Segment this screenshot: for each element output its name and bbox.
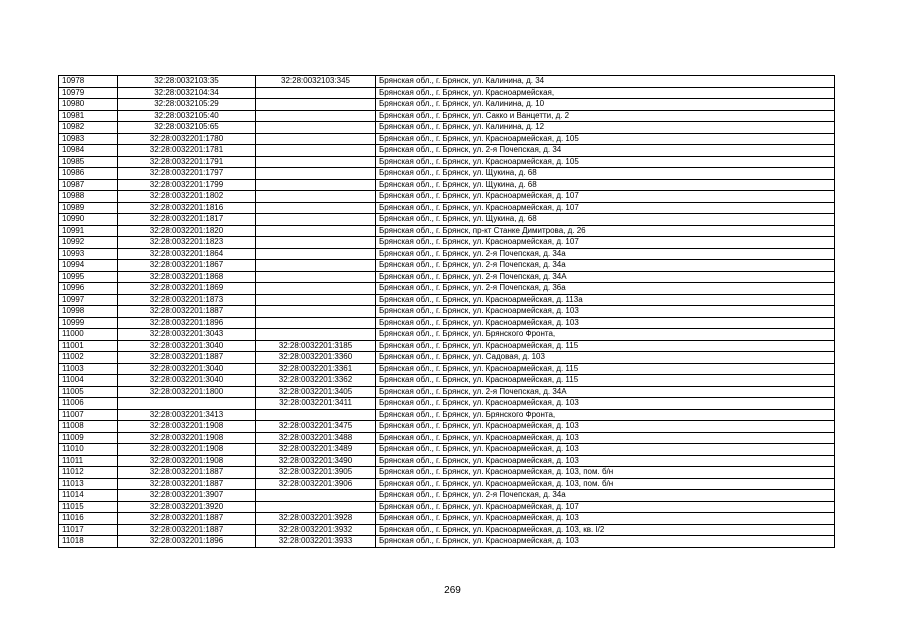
related-cadastral-number-cell	[256, 179, 376, 191]
table-row	[59, 444, 835, 456]
address-cell: Брянская обл., г. Брянск, ул. 2-я Почепская, д. 34А	[376, 271, 835, 283]
row-number-cell: 10980	[59, 99, 118, 111]
row-number-cell: 11008	[59, 421, 118, 433]
row-number-cell: 10978	[59, 76, 118, 88]
registry-table-body	[59, 76, 835, 548]
row-number-cell: 10995	[59, 271, 118, 283]
address-cell: Брянская обл., г. Брянск, ул. Красноармейская, д. 103	[376, 432, 835, 444]
row-number-cell: 10983	[59, 133, 118, 145]
related-cadastral-number-cell: 32:28:0032201:3475	[256, 421, 376, 433]
cadastral-number-cell: 32:28:0032201:1800	[118, 386, 256, 398]
address-cell: Брянская обл., г. Брянск, ул. Щукина, д. 68	[376, 179, 835, 191]
address-cell: Брянская обл., г. Брянск, ул. Красноармейская, д. 105	[376, 156, 835, 168]
related-cadastral-number-cell	[256, 191, 376, 203]
cadastral-number-cell: 32:28:0032105:29	[118, 99, 256, 111]
table-row	[59, 398, 835, 410]
address-cell: Брянская обл., г. Брянск, ул. Красноармейская, д. 107	[376, 237, 835, 249]
row-number-cell: 10991	[59, 225, 118, 237]
cadastral-number-cell: 32:28:0032105:65	[118, 122, 256, 134]
row-number-cell: 10987	[59, 179, 118, 191]
address-cell: Брянская обл., г. Брянск, ул. Красноармейская, д. 107	[376, 501, 835, 513]
row-number-cell: 11001	[59, 340, 118, 352]
row-number-cell: 11017	[59, 524, 118, 536]
address-cell: Брянская обл., г. Брянск, ул. Красноармейская, д. 103	[376, 513, 835, 525]
related-cadastral-number-cell	[256, 317, 376, 329]
related-cadastral-number-cell: 32:28:0032201:3932	[256, 524, 376, 536]
table-row	[59, 225, 835, 237]
row-number-cell: 11006	[59, 398, 118, 410]
table-row	[59, 179, 835, 191]
related-cadastral-number-cell: 32:28:0032201:3362	[256, 375, 376, 387]
table-row	[59, 87, 835, 99]
related-cadastral-number-cell	[256, 329, 376, 341]
table-row	[59, 271, 835, 283]
address-cell: Брянская обл., г. Брянск, ул. Щукина, д. 68	[376, 214, 835, 226]
row-number-cell: 11007	[59, 409, 118, 421]
related-cadastral-number-cell: 32:28:0032201:3488	[256, 432, 376, 444]
address-cell: Брянская обл., г. Брянск, ул. 2-я Почепская, д. 34а	[376, 490, 835, 502]
cadastral-number-cell: 32:28:0032201:1802	[118, 191, 256, 203]
address-cell: Брянская обл., г. Брянск, ул. Красноармейская, д. 115	[376, 375, 835, 387]
row-number-cell: 10997	[59, 294, 118, 306]
address-cell: Брянская обл., г. Брянск, ул. Красноармейская, д. 105	[376, 133, 835, 145]
cadastral-number-cell: 32:28:0032201:1873	[118, 294, 256, 306]
address-cell: Брянская обл., г. Брянск, ул. Калинина, д. 34	[376, 76, 835, 88]
row-number-cell: 11015	[59, 501, 118, 513]
row-number-cell: 11011	[59, 455, 118, 467]
related-cadastral-number-cell: 32:28:0032201:3490	[256, 455, 376, 467]
table-row	[59, 237, 835, 249]
cadastral-number-cell: 32:28:0032201:1896	[118, 536, 256, 548]
table-row	[59, 145, 835, 157]
address-cell: Брянская обл., г. Брянск, ул. 2-я Почепская, д. 36а	[376, 283, 835, 295]
cadastral-number-cell: 32:28:0032201:3920	[118, 501, 256, 513]
related-cadastral-number-cell	[256, 87, 376, 99]
cadastral-number-cell: 32:28:0032201:3040	[118, 375, 256, 387]
table-row	[59, 421, 835, 433]
related-cadastral-number-cell	[256, 156, 376, 168]
related-cadastral-number-cell	[256, 409, 376, 421]
related-cadastral-number-cell	[256, 145, 376, 157]
table-row	[59, 168, 835, 180]
table-row	[59, 214, 835, 226]
address-cell: Брянская обл., г. Брянск, ул. 2-я Почепская, д. 34	[376, 145, 835, 157]
address-cell: Брянская обл., г. Брянск, ул. Брянского Фронта,	[376, 329, 835, 341]
related-cadastral-number-cell: 32:28:0032201:3361	[256, 363, 376, 375]
related-cadastral-number-cell	[256, 168, 376, 180]
table-row	[59, 306, 835, 318]
table-row	[59, 329, 835, 341]
related-cadastral-number-cell	[256, 248, 376, 260]
row-number-cell: 10993	[59, 248, 118, 260]
address-cell: Брянская обл., г. Брянск, ул. Калинина, д. 10	[376, 99, 835, 111]
address-cell: Брянская обл., г. Брянск, ул. Красноармейская, д. 115	[376, 363, 835, 375]
table-row	[59, 248, 835, 260]
cadastral-number-cell: 32:28:0032201:1799	[118, 179, 256, 191]
related-cadastral-number-cell: 32:28:0032103:345	[256, 76, 376, 88]
table-row	[59, 478, 835, 490]
table-row	[59, 122, 835, 134]
address-cell: Брянская обл., г. Брянск, ул. Калинина, д. 12	[376, 122, 835, 134]
address-cell: Брянская обл., г. Брянск, ул. Красноармейская, д. 103, пом. б/н	[376, 478, 835, 490]
registry-table	[58, 75, 835, 548]
related-cadastral-number-cell	[256, 99, 376, 111]
cadastral-number-cell: 32:28:0032201:3413	[118, 409, 256, 421]
table-row	[59, 375, 835, 387]
cadastral-number-cell: 32:28:0032201:1797	[118, 168, 256, 180]
related-cadastral-number-cell	[256, 122, 376, 134]
address-cell: Брянская обл., г. Брянск, ул. Красноармейская, д. 103	[376, 421, 835, 433]
table-row	[59, 490, 835, 502]
cadastral-number-cell: 32:28:0032201:1887	[118, 513, 256, 525]
address-cell: Брянская обл., г. Брянск, ул. Красноармейская, д. 115	[376, 340, 835, 352]
address-cell: Брянская обл., г. Брянск, ул. Красноармейская, д. 107	[376, 202, 835, 214]
related-cadastral-number-cell: 32:28:0032201:3933	[256, 536, 376, 548]
address-cell: Брянская обл., г. Брянск, ул. Красноармейская, д. 103	[376, 306, 835, 318]
address-cell: Брянская обл., г. Брянск, ул. Сакко и Ванцетти, д. 2	[376, 110, 835, 122]
row-number-cell: 11013	[59, 478, 118, 490]
cadastral-number-cell: 32:28:0032201:3040	[118, 363, 256, 375]
cadastral-number-cell: 32:28:0032201:1817	[118, 214, 256, 226]
page-number: 269	[444, 585, 461, 596]
related-cadastral-number-cell	[256, 214, 376, 226]
row-number-cell: 10999	[59, 317, 118, 329]
table-row	[59, 202, 835, 214]
cadastral-number-cell: 32:28:0032103:35	[118, 76, 256, 88]
address-cell: Брянская обл., г. Брянск, ул. Красноармейская, д. 103	[376, 317, 835, 329]
table-row	[59, 156, 835, 168]
related-cadastral-number-cell: 32:28:0032201:3411	[256, 398, 376, 410]
related-cadastral-number-cell	[256, 237, 376, 249]
row-number-cell: 11012	[59, 467, 118, 479]
address-cell: Брянская обл., г. Брянск, ул. 2-я Почепская, д. 34а	[376, 260, 835, 272]
related-cadastral-number-cell: 32:28:0032201:3360	[256, 352, 376, 364]
cadastral-number-cell: 32:28:0032201:1887	[118, 478, 256, 490]
cadastral-number-cell: 32:28:0032201:1908	[118, 432, 256, 444]
row-number-cell: 10996	[59, 283, 118, 295]
cadastral-number-cell: 32:28:0032201:1887	[118, 352, 256, 364]
cadastral-number-cell: 32:28:0032201:3907	[118, 490, 256, 502]
related-cadastral-number-cell: 32:28:0032201:3405	[256, 386, 376, 398]
table-row	[59, 363, 835, 375]
row-number-cell: 10982	[59, 122, 118, 134]
cadastral-number-cell: 32:28:0032201:1908	[118, 455, 256, 467]
cadastral-number-cell: 32:28:0032201:1823	[118, 237, 256, 249]
cadastral-number-cell: 32:28:0032201:1896	[118, 317, 256, 329]
cadastral-number-cell	[118, 398, 256, 410]
table-row	[59, 76, 835, 88]
address-cell: Брянская обл., г. Брянск, ул. Красноармейская, д. 103	[376, 536, 835, 548]
cadastral-number-cell: 32:28:0032201:1820	[118, 225, 256, 237]
related-cadastral-number-cell	[256, 490, 376, 502]
cadastral-number-cell: 32:28:0032201:1868	[118, 271, 256, 283]
address-cell: Брянская обл., г. Брянск, ул. Красноармейская, д. 103	[376, 398, 835, 410]
row-number-cell: 10998	[59, 306, 118, 318]
cadastral-number-cell: 32:28:0032201:1780	[118, 133, 256, 145]
related-cadastral-number-cell: 32:28:0032201:3905	[256, 467, 376, 479]
related-cadastral-number-cell	[256, 133, 376, 145]
related-cadastral-number-cell	[256, 271, 376, 283]
row-number-cell: 10986	[59, 168, 118, 180]
address-cell: Брянская обл., г. Брянск, пр-кт Станке Димитрова, д. 26	[376, 225, 835, 237]
cadastral-number-cell: 32:28:0032201:1908	[118, 421, 256, 433]
row-number-cell: 10992	[59, 237, 118, 249]
table-row	[59, 536, 835, 548]
related-cadastral-number-cell: 32:28:0032201:3928	[256, 513, 376, 525]
cadastral-number-cell: 32:28:0032201:1867	[118, 260, 256, 272]
related-cadastral-number-cell	[256, 283, 376, 295]
cadastral-number-cell: 32:28:0032201:1864	[118, 248, 256, 260]
table-row	[59, 409, 835, 421]
address-cell: Брянская обл., г. Брянск, ул. Щукина, д. 68	[376, 168, 835, 180]
address-cell: Брянская обл., г. Брянск, ул. 2-я Почепская, д. 34а	[376, 248, 835, 260]
related-cadastral-number-cell	[256, 260, 376, 272]
row-number-cell: 11003	[59, 363, 118, 375]
row-number-cell: 11000	[59, 329, 118, 341]
cadastral-number-cell: 32:28:0032201:1887	[118, 306, 256, 318]
row-number-cell: 11005	[59, 386, 118, 398]
row-number-cell: 10985	[59, 156, 118, 168]
address-cell: Брянская обл., г. Брянск, ул. Красноармейская, д. 103	[376, 455, 835, 467]
cadastral-number-cell: 32:28:0032201:3043	[118, 329, 256, 341]
cadastral-number-cell: 32:28:0032104:34	[118, 87, 256, 99]
table-row	[59, 386, 835, 398]
table-row	[59, 501, 835, 513]
row-number-cell: 11018	[59, 536, 118, 548]
table-row	[59, 340, 835, 352]
cadastral-number-cell: 32:28:0032201:1816	[118, 202, 256, 214]
address-cell: Брянская обл., г. Брянск, ул. Красноармейская,	[376, 87, 835, 99]
cadastral-number-cell: 32:28:0032201:3040	[118, 340, 256, 352]
table-row	[59, 283, 835, 295]
row-number-cell: 11004	[59, 375, 118, 387]
table-row	[59, 432, 835, 444]
related-cadastral-number-cell	[256, 501, 376, 513]
table-row	[59, 352, 835, 364]
address-cell: Брянская обл., г. Брянск, ул. Красноармейская, д. 113а	[376, 294, 835, 306]
table-row	[59, 455, 835, 467]
row-number-cell: 10994	[59, 260, 118, 272]
row-number-cell: 11002	[59, 352, 118, 364]
row-number-cell: 10979	[59, 87, 118, 99]
related-cadastral-number-cell: 32:28:0032201:3185	[256, 340, 376, 352]
address-cell: Брянская обл., г. Брянск, ул. Красноармейская, д. 103, кв. I/2	[376, 524, 835, 536]
table-row	[59, 524, 835, 536]
address-cell: Брянская обл., г. Брянск, ул. Красноармейская, д. 103, пом. б/н	[376, 467, 835, 479]
cadastral-number-cell: 32:28:0032105:40	[118, 110, 256, 122]
address-cell: Брянская обл., г. Брянск, ул. Красноармейская, д. 107	[376, 191, 835, 203]
table-row	[59, 133, 835, 145]
address-cell: Брянская обл., г. Брянск, ул. 2-я Почепская, д. 34А	[376, 386, 835, 398]
table-row	[59, 99, 835, 111]
row-number-cell: 11014	[59, 490, 118, 502]
related-cadastral-number-cell	[256, 110, 376, 122]
related-cadastral-number-cell	[256, 225, 376, 237]
address-cell: Брянская обл., г. Брянск, ул. Садовая, д. 103	[376, 352, 835, 364]
cadastral-number-cell: 32:28:0032201:1908	[118, 444, 256, 456]
cadastral-number-cell: 32:28:0032201:1791	[118, 156, 256, 168]
row-number-cell: 10988	[59, 191, 118, 203]
table-row	[59, 191, 835, 203]
address-cell: Брянская обл., г. Брянск, ул. Брянского Фронта,	[376, 409, 835, 421]
row-number-cell: 10989	[59, 202, 118, 214]
row-number-cell: 11009	[59, 432, 118, 444]
table-row	[59, 294, 835, 306]
cadastral-number-cell: 32:28:0032201:1869	[118, 283, 256, 295]
table-row	[59, 317, 835, 329]
row-number-cell: 11016	[59, 513, 118, 525]
cadastral-number-cell: 32:28:0032201:1887	[118, 524, 256, 536]
row-number-cell: 11010	[59, 444, 118, 456]
row-number-cell: 10984	[59, 145, 118, 157]
cadastral-number-cell: 32:28:0032201:1887	[118, 467, 256, 479]
table-row	[59, 260, 835, 272]
related-cadastral-number-cell: 32:28:0032201:3906	[256, 478, 376, 490]
cadastral-number-cell: 32:28:0032201:1781	[118, 145, 256, 157]
address-cell: Брянская обл., г. Брянск, ул. Красноармейская, д. 103	[376, 444, 835, 456]
related-cadastral-number-cell	[256, 294, 376, 306]
related-cadastral-number-cell	[256, 202, 376, 214]
related-cadastral-number-cell: 32:28:0032201:3489	[256, 444, 376, 456]
table-row	[59, 467, 835, 479]
row-number-cell: 10981	[59, 110, 118, 122]
table-row	[59, 110, 835, 122]
related-cadastral-number-cell	[256, 306, 376, 318]
row-number-cell: 10990	[59, 214, 118, 226]
table-row	[59, 513, 835, 525]
